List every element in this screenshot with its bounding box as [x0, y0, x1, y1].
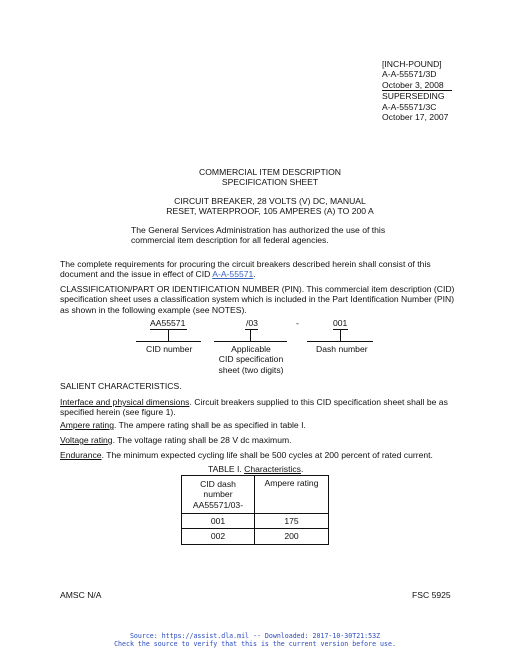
pin-separator: - [296, 318, 299, 328]
cell-dash: 002 [182, 529, 255, 544]
header-line: A-A-55571/3C [382, 101, 437, 112]
document-title [0, 167, 510, 188]
endurance-paragraph: Endurance. The minimum expected cycling life shall be 500 cycles at 200 percent of rated current. [60, 450, 433, 460]
interface-paragraph: Interface and physical dimensions. Circuit breakers supplied to this CID specification sheet shall be as specified herein (see figure 1). [60, 397, 448, 418]
header-line: SUPERSEDING [382, 91, 445, 102]
source-line: Check the source to verify that this is the current version before use. [114, 640, 396, 649]
cell-dash: 001 [182, 514, 255, 529]
authorization-line: commercial item description for all federal agencies. [131, 235, 329, 246]
authorization-statement [131, 225, 385, 246]
header-line: October 3, 2008 [382, 80, 452, 91]
header-line: [INCH-POUND] [382, 59, 442, 69]
salient-heading: SALIENT CHARACTERISTICS. [60, 381, 182, 391]
ampere-paragraph: Ampere rating. The ampere rating shall be as specified in table I. [60, 420, 306, 430]
footer-fsc: FSC 5925 [412, 590, 451, 600]
voltage-paragraph: Voltage rating. The voltage rating shall be 28 V dc maximum. [60, 435, 292, 445]
table-row [182, 514, 329, 529]
pin-part-spec: /03 [246, 318, 258, 328]
header-line: October 17, 2007 [382, 112, 449, 123]
classification-paragraph: CLASSIFICATION/PART OR IDENTIFICATION NUMBER (PIN). This commercial item description (CID) specification sheet uses a classification system which is included in the Part Identification Number (PIN) as shown in the following example (see NOTES). [60, 284, 455, 315]
document-subject [0, 196, 510, 217]
authorization-line: The General Services Administration has authorized the use of this [131, 225, 386, 235]
title-line: COMMERCIAL ITEM DESCRIPTION [199, 167, 341, 177]
characteristics-table [181, 475, 329, 545]
source-notice [0, 632, 510, 648]
table-caption: TABLE I. Characteristics. [208, 464, 304, 474]
pin-part-cid: AA55571 [150, 318, 186, 328]
document-identifier-block [382, 59, 452, 123]
subject-line: RESET, WATERPROOF, 105 AMPERES (A) TO 200 A [166, 206, 374, 217]
cell-rating: 200 [255, 529, 329, 544]
header-cell-dash: CID dash number AA55571/03- [182, 476, 255, 514]
bracket-line [307, 341, 373, 342]
bracket-line [136, 341, 201, 342]
table-header-row [182, 476, 329, 514]
pin-label-spec: Applicable CID specification sheet (two digits) [218, 344, 284, 375]
pin-label-cid: CID number [146, 344, 193, 354]
header-cell-rating: Ampere rating [255, 476, 329, 514]
cid-link[interactable]: A-A-55571 [212, 269, 254, 280]
subject-line: CIRCUIT BREAKER, 28 VOLTS (V) DC, MANUAL [174, 196, 366, 206]
source-line: Source: https://assist.dla.mil -- Downloaded: 2017-10-30T21:53Z [129, 632, 381, 640]
cell-rating: 175 [255, 514, 329, 529]
pin-label-dash: Dash number [316, 344, 368, 354]
intro-paragraph: The complete requirements for procuring the circuit breakers described herein shall consist of this document and the issue in effect of CID A-A-55571. [60, 259, 431, 280]
footer-amsc: AMSC N/A [60, 590, 102, 600]
table-row [182, 529, 329, 544]
title-line: SPECIFICATION SHEET [221, 177, 319, 188]
underline [245, 329, 258, 330]
bracket-line [214, 341, 287, 342]
header-line: A-A-55571/3D [382, 69, 437, 80]
pin-part-dash: 001 [333, 318, 348, 328]
